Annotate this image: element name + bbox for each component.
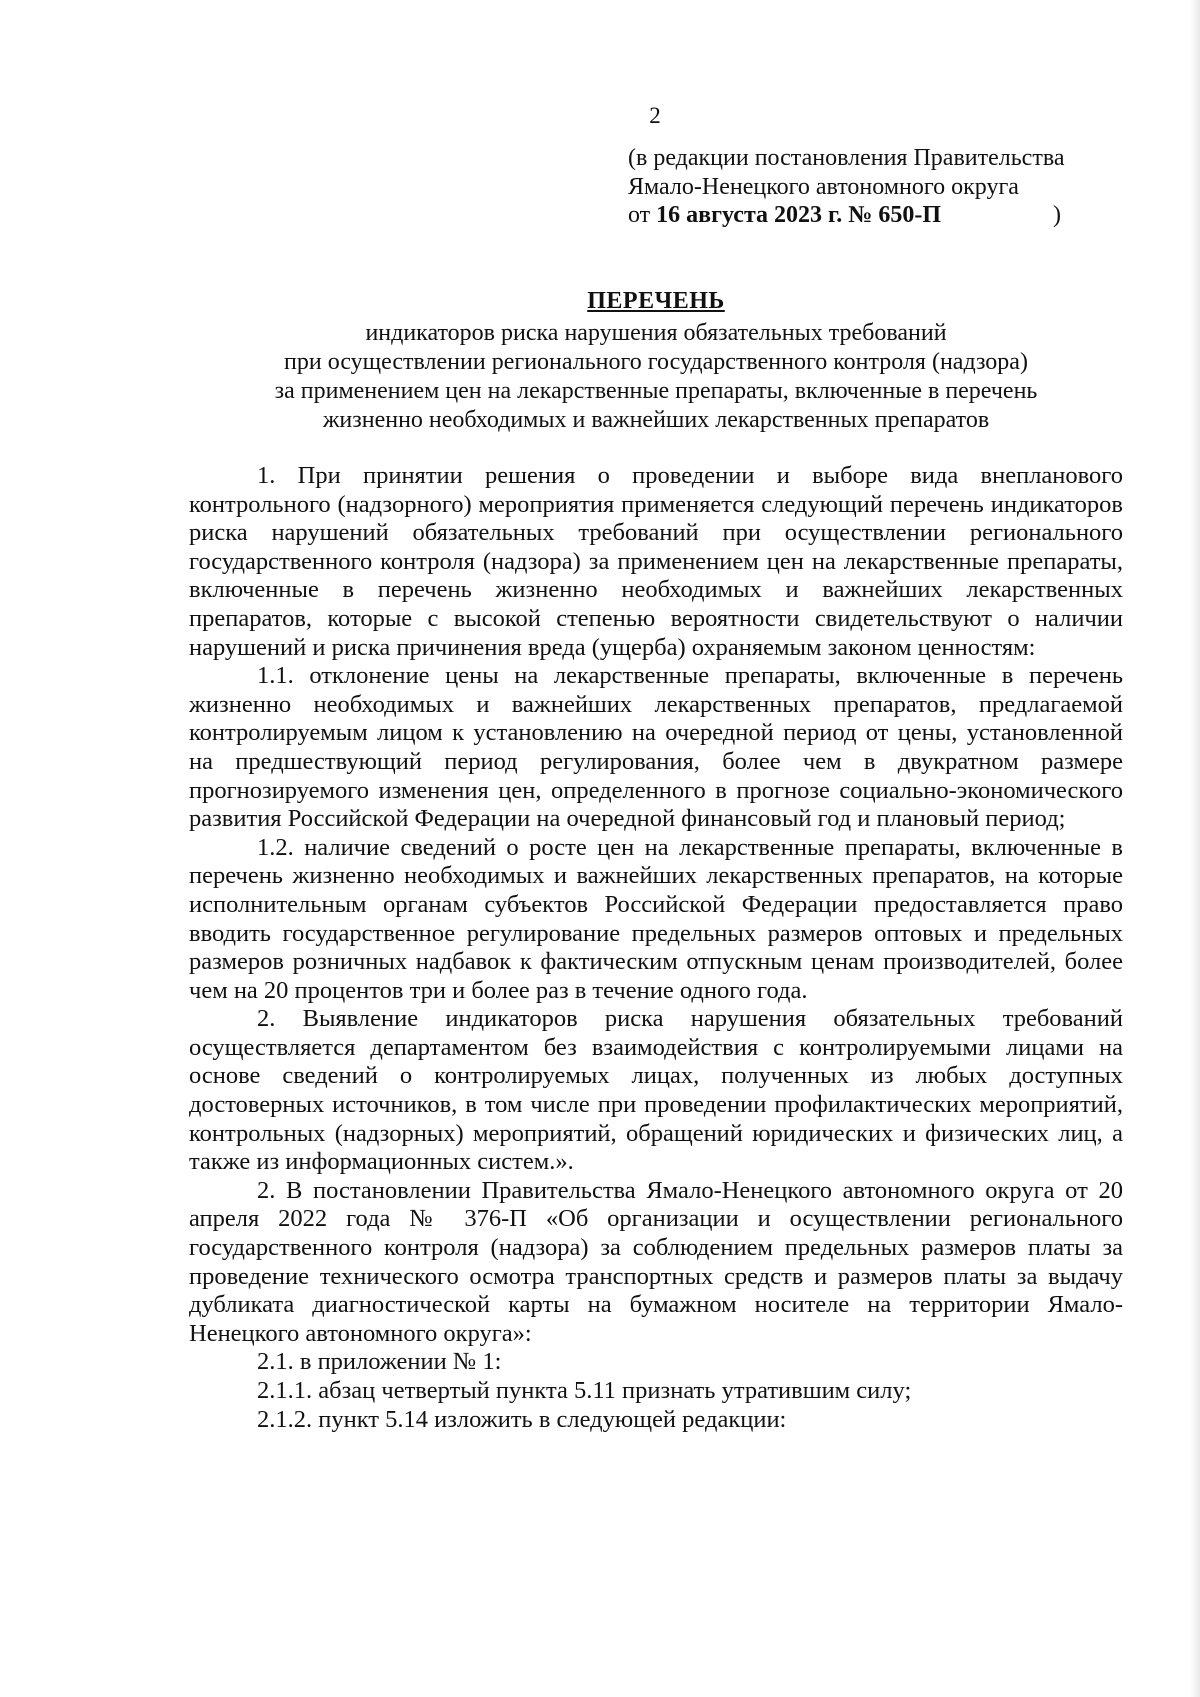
amendment-line-3 <box>628 201 1148 230</box>
document-heading: ПЕРЕЧЕНЬ <box>587 288 725 314</box>
title-subline-4: жизненно необходимых и важнейших лекарственных препаратов <box>322 407 990 433</box>
paragraph-1: 1. При принятии решения о проведении и выборе вида внепланового контрольного (надзорного) мероприятия применяется следующий перечень индикаторов риска нарушений обязательных требований при осуществлении регионального государственного контроля (надзора) за применением цен на лекарственные препараты, включенные в перечень жизненно необходимых и важнейших лекарственных препаратов, которые с высокой степенью вероятности свидетельствуют о наличии нарушений и риска причинения вреда (ущерба) охраняемым законом ценностям: <box>189 462 1123 661</box>
paragraph-2-1: 2.1. в приложении № 1: <box>257 1348 502 1376</box>
paragraph-1-2: 1.2. наличие сведений о росте цен на лекарственные препараты, включенные в перечень жизненно необходимых и важнейших лекарственных препаратов, на которые исполнительным органам субъектов Российской Федерации предоставляется право вводить государственное регулирование предельных размеров оптовых и предельных размеров розничных надбавок к фактическим отпускным ценам производителей, более чем на 20 процентов три и более раз в течение одного года. <box>189 833 1123 1004</box>
amendment-close-paren: ) <box>1053 202 1061 228</box>
document-body <box>189 462 1123 1434</box>
amendment-line-2: Ямало-Ненецкого автономного округа <box>628 173 1019 200</box>
title-subline-2: при осуществлении регионального государственного контроля (надзора) <box>284 349 1028 375</box>
title-subline-3: за применением цен на лекарственные препараты, включенные в перечень <box>274 378 1038 404</box>
amendment-prefix: от <box>628 202 651 228</box>
amendment-line-1: (в редакции постановления Правительства <box>628 145 1065 171</box>
title-subline-1: индикаторов риска нарушения обязательных требований <box>365 320 947 346</box>
amendment-note <box>628 144 1148 230</box>
paragraph-2-1-2: 2.1.2. пункт 5.14 изложить в следующей редакции: <box>257 1405 787 1433</box>
paragraph-2-1-1: 2.1.1. абзац четвертый пункта 5.11 признать утратившим силу; <box>257 1377 912 1404</box>
paragraph-2-resolution: 2. В постановлении Правительства Ямало-Ненецкого автономного округа от 20 апреля 2022 года № 376-П «Об организации и осуществлении регионального государственного контроля (надзора) за соблюдением предельных размеров платы за проведение технического осмотра транспортных средств и размеров платы за выдачу дубликата диагностической карты на бумажном носителе на территории Ямало-Ненецкого автономного округа»: <box>189 1176 1123 1347</box>
page-number: 2 <box>649 103 661 128</box>
amendment-date-number: 16 августа 2023 г. № 650-П <box>656 202 941 228</box>
paragraph-2-detection: 2. Выявление индикаторов риска нарушения обязательных требований осуществляется департаментом без взаимодействия с контролируемыми лицами на основе сведений о контролируемых лицах, полученных из любых доступных достоверных источников, в том числе при проведении профилактических мероприятий, контрольных (надзорных) мероприятий, обращений юридических и физических лиц, а также из информационных систем.». <box>189 1005 1123 1176</box>
paragraph-1-1: 1.1. отклонение цены на лекарственные препараты, включенные в перечень жизненно необходимых и важнейших лекарственных препаратов, предлагаемой контролируемым лицом к установлению на очередной период от цены, установленной на предшествующий период регулирования, более чем в двукратном размере прогнозируемого изменения цен, определенного в прогнозе социально-экономического развития Российской Федерации на очередной финансовый год и плановый период; <box>189 662 1123 833</box>
document-title-block <box>168 286 1144 435</box>
scan-edge-shadow <box>1190 0 1200 1697</box>
